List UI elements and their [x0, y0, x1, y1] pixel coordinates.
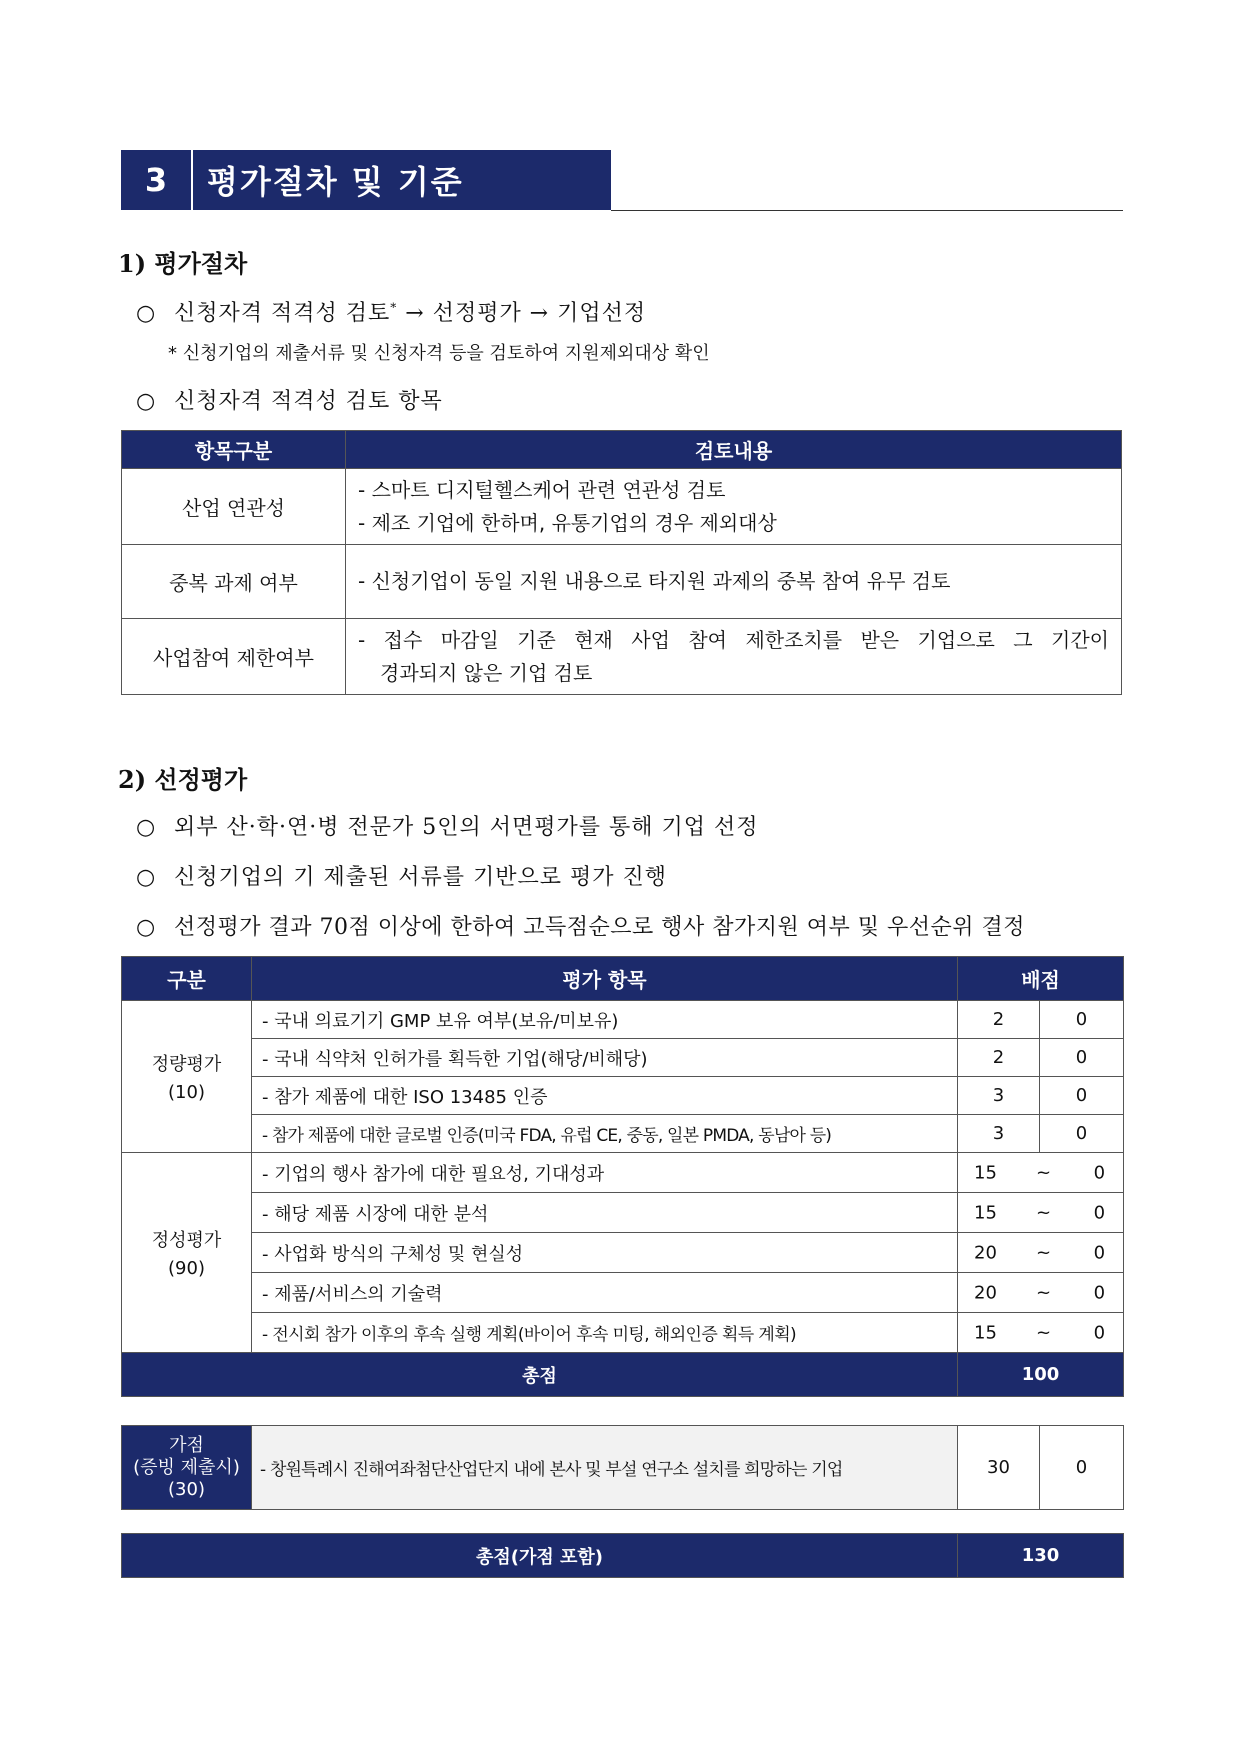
score-item: - 참가 제품에 대한 ISO 13485 인증: [252, 1077, 958, 1115]
flow-footnote-mark: *: [390, 300, 398, 315]
row-content: [346, 469, 1122, 545]
table-header: 배점: [958, 957, 1124, 1001]
score-max: 20: [974, 1242, 997, 1263]
score-min: 0: [1093, 1282, 1106, 1303]
table-row: [122, 1426, 1124, 1510]
score-min: 0: [1093, 1202, 1106, 1223]
score-item: - 해당 제품 시장에 대한 분석: [252, 1193, 958, 1233]
bonus-label-line: 가점: [169, 1434, 204, 1456]
total-value: 100: [958, 1353, 1124, 1397]
table-header: 검토내용: [346, 431, 1122, 469]
content-line: - 접수 마감일 기준 현재 사업 참여 제한조치를 받은 기업으로 그 기간이: [358, 627, 1109, 652]
content-line: - 스마트 디지털헬스케어 관련 연관성 검토: [358, 477, 726, 502]
bonus-label-line: (증빙 제출시): [133, 1456, 240, 1478]
bullet-circle-icon: ○: [136, 815, 157, 840]
table-row: [122, 1193, 1124, 1233]
group-label: 정성평가: [151, 1230, 222, 1251]
score-range: [958, 1153, 1124, 1193]
group-points: (90): [168, 1258, 205, 1279]
table-row: [122, 1153, 1124, 1193]
bullet-circle-icon: ○: [136, 301, 157, 326]
table-row: [122, 1001, 1124, 1039]
total-row: [122, 1353, 1124, 1397]
grand-total-table: [121, 1533, 1124, 1578]
table-row: [122, 1313, 1124, 1353]
content-line: - 제조 기업에 한하며, 유통기업의 경우 제외대상: [358, 510, 777, 535]
score-max: 2: [958, 1001, 1040, 1039]
score-item: - 국내 의료기기 GMP 보유 여부(보유/미보유): [252, 1001, 958, 1039]
table-row: [122, 1115, 1124, 1153]
score-item: - 기업의 행사 참가에 대한 필요성, 기대성과: [252, 1153, 958, 1193]
grand-total-value: 130: [958, 1534, 1124, 1578]
range-tilde: ~: [1036, 1202, 1052, 1223]
quantitative-label: [122, 1001, 252, 1153]
score-min: 0: [1040, 1039, 1124, 1077]
score-max: 3: [958, 1115, 1040, 1153]
score-item: - 제품/서비스의 기술력: [252, 1273, 958, 1313]
selection-bullet: [136, 810, 758, 841]
eligibility-table: [121, 430, 1122, 695]
score-max: 15: [974, 1322, 997, 1343]
score-max: 3: [958, 1077, 1040, 1115]
section-number: 3: [121, 150, 193, 210]
row-category: 산업 연관성: [122, 469, 346, 545]
selection-heading: 2) 선정평가: [118, 765, 248, 794]
table-header: 구분: [122, 957, 252, 1001]
bullet-text: 선정평가 결과 70점 이상에 한하여 고득점순으로 행사 참가지원 여부 및 우선순위 결정: [174, 915, 1025, 940]
score-min: 0: [1040, 1077, 1124, 1115]
score-range: [958, 1193, 1124, 1233]
section-header: [121, 150, 611, 210]
header-rule: [611, 210, 1123, 211]
table-row: [122, 1233, 1124, 1273]
row-category: 사업참여 제한여부: [122, 619, 346, 695]
content-line: 경과되지 않은 기업 검토: [380, 660, 593, 685]
flow-suffix: → 선정평가 → 기업선정: [397, 301, 647, 326]
score-min: 0: [1040, 1115, 1124, 1153]
bullet-text: 신청기업의 기 제출된 서류를 기반으로 평가 진행: [174, 865, 668, 890]
table-row: [122, 1039, 1124, 1077]
score-item: - 사업화 방식의 구체성 및 현실성: [252, 1233, 958, 1273]
score-item: - 참가 제품에 대한 글로벌 인증(미국 FDA, 유럽 CE, 중동, 일본 PMDA, 동남아 등): [252, 1115, 958, 1153]
score-item: - 전시회 참가 이후의 후속 실행 계획(바이어 후속 미팅, 해외인증 획득 계획): [252, 1313, 958, 1353]
table-header: 항목구분: [122, 431, 346, 469]
section-title: 평가절차 및 기준: [207, 163, 464, 201]
bullet-circle-icon: ○: [136, 389, 157, 414]
bonus-label-line: (30): [168, 1478, 205, 1500]
score-range: [958, 1313, 1124, 1353]
scoring-table: [121, 956, 1124, 1397]
table-row: [122, 545, 1122, 619]
group-label: 정량평가: [151, 1054, 222, 1075]
score-min: 0: [1093, 1322, 1106, 1343]
score-max: 15: [974, 1202, 997, 1223]
row-content: [346, 545, 1122, 619]
score-max: 20: [974, 1282, 997, 1303]
table-row: [122, 1273, 1124, 1313]
table-header: 평가 항목: [252, 957, 958, 1001]
row-category: 중복 과제 여부: [122, 545, 346, 619]
score-max: 30: [958, 1426, 1040, 1510]
table-row: [122, 619, 1122, 695]
row-content: [346, 619, 1122, 695]
range-tilde: ~: [1036, 1242, 1052, 1263]
selection-bullet: [136, 860, 667, 891]
group-points: (10): [168, 1082, 205, 1103]
selection-bullet: [136, 910, 1025, 941]
total-label: 총점: [122, 1353, 958, 1397]
bonus-table: [121, 1425, 1124, 1510]
items-title: [136, 384, 443, 415]
score-min: 0: [1040, 1426, 1124, 1510]
bonus-label: [122, 1426, 252, 1510]
procedure-flow: [136, 296, 646, 327]
flow-prefix: 신청자격 적격성 검토: [174, 301, 391, 326]
score-range: [958, 1233, 1124, 1273]
score-item: - 국내 식약처 인허가를 획득한 기업(해당/비해당): [252, 1039, 958, 1077]
score-min: 0: [1040, 1001, 1124, 1039]
grand-total-label: 총점(가점 포함): [122, 1534, 958, 1578]
range-tilde: ~: [1036, 1162, 1052, 1183]
procedure-heading: 1) 평가절차: [118, 249, 248, 278]
bonus-item: - 창원특례시 진해여좌첨단산업단지 내에 본사 및 부설 연구소 설치를 희망하는 기업: [252, 1426, 958, 1510]
content-line: - 신청기업이 동일 지원 내용으로 타지원 과제의 중복 참여 유무 검토: [358, 569, 951, 593]
score-range: [958, 1273, 1124, 1313]
qualitative-label: [122, 1153, 252, 1353]
bullet-circle-icon: ○: [136, 865, 157, 890]
table-row: [122, 1077, 1124, 1115]
score-min: 0: [1093, 1162, 1106, 1183]
procedure-note: * 신청기업의 제출서류 및 신청자격 등을 검토하여 지원제외대상 확인: [168, 343, 710, 364]
bullet-circle-icon: ○: [136, 915, 156, 940]
items-title-text: 신청자격 적격성 검토 항목: [174, 389, 443, 414]
bullet-text: 외부 산·학·연·병 전문가 5인의 서면평가를 통해 기업 선정: [174, 815, 759, 840]
score-max: 2: [958, 1039, 1040, 1077]
range-tilde: ~: [1036, 1322, 1052, 1343]
range-tilde: ~: [1036, 1282, 1052, 1303]
table-row: [122, 469, 1122, 545]
grand-total-row: [122, 1534, 1124, 1578]
score-max: 15: [974, 1162, 997, 1183]
score-min: 0: [1093, 1242, 1106, 1263]
